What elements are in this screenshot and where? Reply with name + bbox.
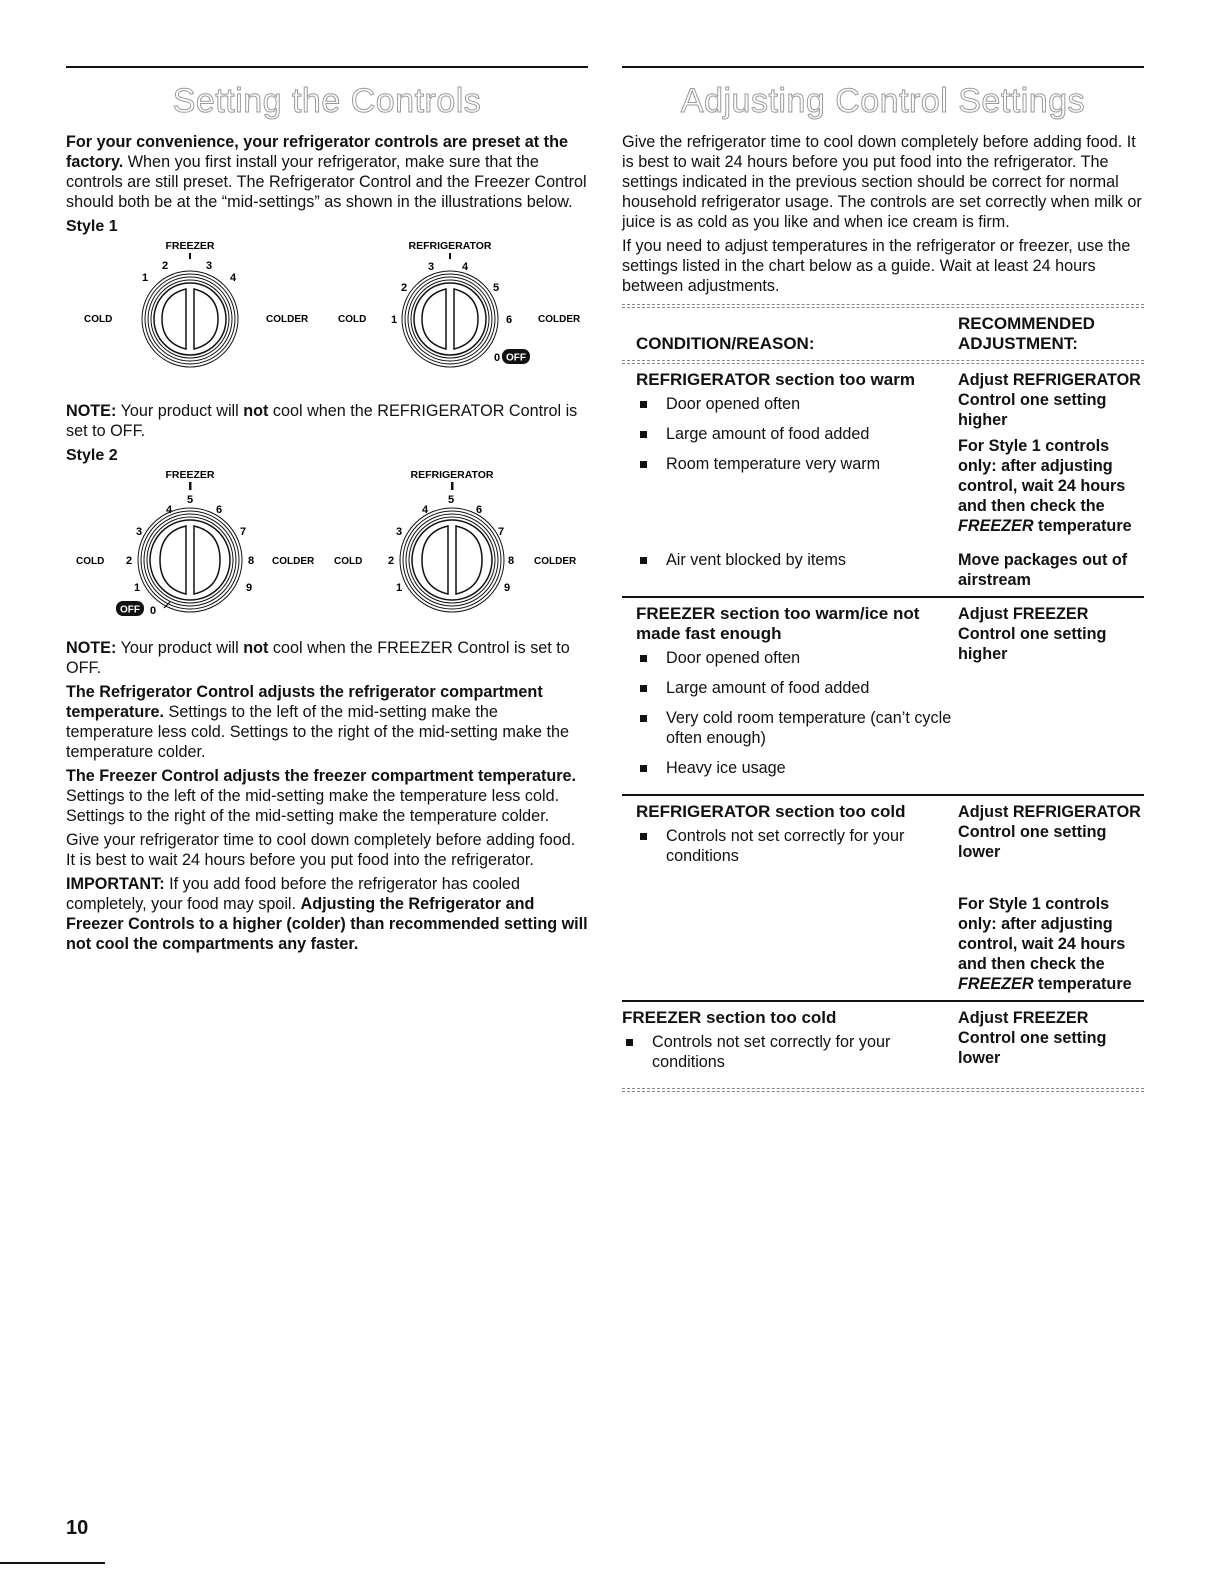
- adjustment-text: Adjust REFRIGERATOR Control one setting higher: [958, 371, 1141, 429]
- cold-label: COLD: [76, 556, 105, 567]
- cold-label: COLD: [338, 314, 367, 325]
- list-item: Door opened often: [636, 394, 958, 414]
- list-item: Controls not set correctly for your conditions: [622, 1032, 958, 1072]
- freezer-control-paragraph: The Freezer Control adjusts the freezer compartment temperature. Settings to the left of the mid-setting make the temperature less cold. Settings to the right of the mid-setting make the temperature colder.: [66, 767, 577, 825]
- adjust-intro-paragraph: Give the refrigerator time to cool down completely before adding food. It is best to wait 24 hours before you put food into the refrigerator. The settings indicated in the previous section should be correct for normal household refrigerator usage. The controls are set correctly when milk or juice is as cold as you like and when ice cream is firm.: [622, 133, 1142, 231]
- svg-text:OFF: OFF: [506, 352, 526, 364]
- note-refrigerator-off: NOTE: Your product will not cool when the REFRIGERATOR Control is set to OFF.: [66, 402, 578, 440]
- style2-dial-illustration: [66, 466, 588, 638]
- cold-label: COLD: [334, 556, 363, 567]
- list-item: Large amount of food added: [636, 678, 958, 698]
- style1-freezer-label: FREEZER: [165, 240, 215, 252]
- style1-refrigerator-label: REFRIGERATOR: [408, 240, 492, 252]
- dial-number: 8: [248, 555, 255, 567]
- colder-label: COLDER: [534, 556, 577, 567]
- freezer-dial-knob: [142, 271, 238, 367]
- adjustment-text: Move packages out of airstream: [958, 551, 1128, 589]
- condition-heading: FREEZER section too warm/ice not made fast enough: [636, 604, 920, 643]
- condition-heading: FREEZER section too cold: [622, 1008, 837, 1027]
- dial-number: 8: [508, 555, 515, 567]
- dial-number: 6: [216, 504, 223, 516]
- dial-number: 3: [136, 526, 143, 538]
- style1-dial-illustration: [66, 237, 588, 397]
- dial-number: 6: [506, 314, 513, 326]
- dial-number: 2: [401, 282, 408, 294]
- freezer-dial-knob: [138, 508, 242, 612]
- dial-number: 1: [396, 582, 403, 594]
- dial-number: 3: [206, 260, 213, 272]
- left-column: [66, 66, 588, 954]
- list-item: Room temperature very warm: [636, 454, 958, 474]
- adjustment-text: Adjust FREEZER Control one setting higher: [958, 605, 1107, 663]
- bottom-rule: [0, 1562, 105, 1564]
- style2-refrigerator-label: REFRIGERATOR: [410, 469, 494, 481]
- dial-number: 6: [476, 504, 483, 516]
- right-column: [622, 66, 1144, 1092]
- list-item: Air vent blocked by items: [636, 550, 958, 570]
- refrigerator-dial-knob: [402, 271, 501, 367]
- dial-number: 3: [428, 261, 435, 273]
- header-adjustment: RECOMMENDED ADJUSTMENT:: [958, 314, 1095, 353]
- dial-number: 5: [448, 494, 455, 506]
- intro-paragraph: For your convenience, your refrigerator controls are preset at the factory. When you first install your refrigerator, make sure that the controls are still preset. The Refrigerator Control and the Freezer Control should both be at the “mid-settings” as shown in the illustrations below.: [66, 133, 587, 211]
- condition-heading: REFRIGERATOR section too cold: [636, 802, 906, 821]
- list-item: Controls not set correctly for your conditions: [636, 826, 958, 866]
- page-number: 10: [66, 1517, 89, 1539]
- cold-label: COLD: [84, 314, 113, 325]
- dial-number: 9: [504, 582, 511, 594]
- top-rule: [66, 66, 588, 68]
- chart-header: [622, 308, 1144, 360]
- style1-label: Style 1: [66, 218, 118, 235]
- dial-number: 4: [166, 504, 173, 516]
- list-item: Very cold room temperature (can’t cycle often enough): [636, 708, 958, 748]
- top-rule: [622, 66, 1144, 68]
- svg-text:OFF: OFF: [120, 604, 140, 616]
- adjustment-text: Adjust REFRIGERATOR Control one setting lower: [958, 803, 1141, 861]
- style2-label: Style 2: [66, 447, 118, 464]
- section-title: Adjusting Control Settings: [680, 82, 1086, 120]
- dial-number: 0: [150, 605, 157, 617]
- dial-number: 3: [396, 526, 403, 538]
- dial-number: 1: [391, 314, 398, 326]
- chart-row: [622, 364, 1144, 542]
- dial-number: 5: [493, 282, 500, 294]
- colder-label: COLDER: [538, 314, 581, 325]
- refrigerator-control-paragraph: The Refrigerator Control adjusts the refrigerator compartment temperature. Settings to the left of the mid-setting make the temperature less cold. Settings to the right of the mid-setting make the temperature colder.: [66, 683, 569, 761]
- chart-row: [622, 1000, 1144, 1088]
- adjust-guide-paragraph: If you need to adjust temperatures in the refrigerator or freezer, use the settings listed in the chart below as a guide. Wait at least 24 hours between adjustments.: [622, 237, 1131, 295]
- list-item: Heavy ice usage: [636, 758, 958, 778]
- section-title: Setting the Controls: [172, 82, 482, 120]
- dial-number: 2: [162, 260, 169, 272]
- dial-number: 1: [134, 582, 141, 594]
- adjustment-note: For Style 1 controls only: after adjusting control, wait 24 hours and then check the FREEZER temperature: [958, 437, 1132, 535]
- colder-label: COLDER: [266, 314, 309, 325]
- note-freezer-off: NOTE: Your product will not cool when the FREEZER Control is set to OFF.: [66, 639, 570, 677]
- dial-number: 4: [462, 261, 469, 273]
- cool-down-paragraph: Give your refrigerator time to cool down completely before adding food. It is best to wait 24 hours before you put food into the refrigerator.: [66, 831, 576, 869]
- dial-number: 4: [422, 504, 429, 516]
- dial-number: 1: [142, 272, 149, 284]
- dial-number: 2: [126, 555, 133, 567]
- dial-number: 2: [388, 555, 395, 567]
- refrigerator-dial-knob: [400, 508, 504, 612]
- dial-number: 5: [187, 494, 194, 506]
- dial-number: 0: [494, 352, 501, 364]
- dial-number: 7: [498, 526, 505, 538]
- adjustment-note: For Style 1 controls only: after adjusting control, wait 24 hours and then check the FREEZER temperature: [958, 895, 1132, 993]
- dotted-divider: [622, 1088, 1144, 1092]
- chart-row: [622, 794, 1144, 1000]
- condition-heading: REFRIGERATOR section too warm: [636, 370, 915, 389]
- important-paragraph: IMPORTANT: If you add food before the refrigerator has cooled completely, your food may spoil. Adjusting the Refrigerator and Freezer Controls to a higher (colder) than recommended setting will not cool the compartments any faster.: [66, 875, 588, 953]
- list-item: Large amount of food added: [636, 424, 958, 444]
- chart-row: [622, 596, 1144, 794]
- dial-number: 9: [246, 582, 253, 594]
- dial-number: 4: [230, 272, 237, 284]
- list-item: Door opened often: [636, 648, 958, 668]
- chart-row: [622, 542, 1144, 596]
- dial-number: 7: [240, 526, 247, 538]
- style2-freezer-label: FREEZER: [165, 469, 215, 481]
- adjustment-text: Adjust FREEZER Control one setting lower: [958, 1009, 1107, 1067]
- colder-label: COLDER: [272, 556, 315, 567]
- header-condition: CONDITION/REASON:: [636, 334, 815, 353]
